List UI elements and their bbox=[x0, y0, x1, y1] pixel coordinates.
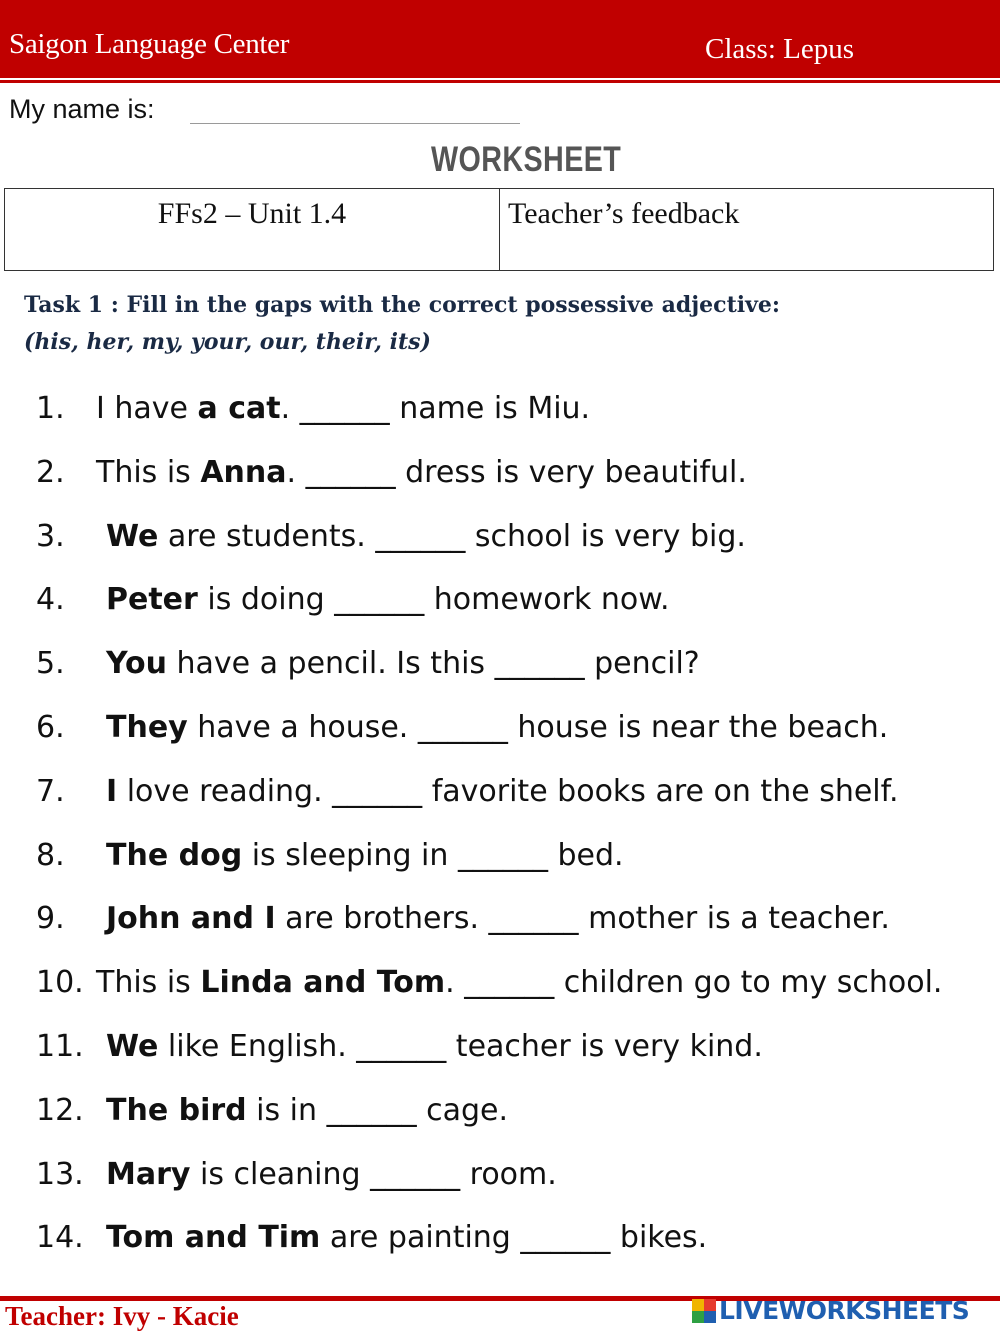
teacher-name: Teacher: Ivy - Kacie bbox=[5, 1301, 239, 1331]
question-subject: We bbox=[106, 518, 159, 554]
question-number: 2. bbox=[36, 454, 65, 490]
center-name: Saigon Language Center bbox=[9, 28, 290, 60]
question-text-rest: love reading. ______ favorite books are on the shelf. bbox=[117, 773, 899, 809]
question-text bbox=[96, 391, 590, 426]
name-label: My name is: bbox=[9, 94, 155, 124]
question-subject: Linda and Tom bbox=[200, 965, 446, 1001]
question-subject: I bbox=[106, 773, 118, 809]
question-number: 6. bbox=[36, 710, 65, 745]
question-number: 4. bbox=[36, 582, 65, 618]
question-text bbox=[106, 1220, 707, 1255]
header-bar bbox=[0, 0, 1000, 78]
question-number: 1. bbox=[36, 391, 65, 426]
question-item bbox=[0, 1079, 1000, 1139]
question-item bbox=[0, 632, 1000, 692]
question-text bbox=[106, 1029, 763, 1064]
liveworksheets-logo[interactable] bbox=[692, 1296, 969, 1325]
question-text-rest: are students. ______ school is very big. bbox=[158, 518, 746, 554]
question-number: 14. bbox=[36, 1220, 84, 1256]
question-number: 8. bbox=[36, 837, 65, 873]
liveworksheets-logo-icon bbox=[692, 1299, 716, 1323]
task-options: (his, her, my, your, our, their, its) bbox=[24, 329, 431, 355]
question-text bbox=[106, 710, 888, 745]
question-text-rest: is doing ______ homework now. bbox=[197, 582, 670, 618]
question-number: 9. bbox=[36, 901, 65, 937]
question-text bbox=[96, 965, 942, 1000]
question-subject: The dog bbox=[106, 837, 243, 873]
question-subject: a cat bbox=[197, 391, 281, 426]
question-subject: We bbox=[106, 1029, 159, 1064]
question-text-rest: is in ______ cage. bbox=[246, 1092, 509, 1128]
question-number: 10. bbox=[36, 965, 84, 1001]
question-text-rest: are painting ______ bikes. bbox=[320, 1220, 708, 1256]
header-divider bbox=[0, 80, 1000, 83]
question-text bbox=[106, 838, 624, 873]
question-text-rest: is cleaning ______ room. bbox=[190, 1156, 557, 1192]
question-subject: Peter bbox=[106, 582, 198, 618]
question-subject: The bird bbox=[106, 1092, 247, 1128]
liveworksheets-logo-text: LIVEWORKSHEETS bbox=[719, 1296, 970, 1325]
question-number: 11. bbox=[36, 1029, 84, 1064]
task-instruction: Task 1 : Fill in the gaps with the correct possessive adjective: bbox=[24, 292, 780, 318]
question-item bbox=[0, 1015, 1000, 1075]
question-number: 5. bbox=[36, 646, 65, 682]
question-item bbox=[0, 1143, 1000, 1203]
question-text-rest: like English. ______ teacher is very kind. bbox=[158, 1029, 763, 1064]
question-number: 12. bbox=[36, 1092, 84, 1128]
question-subject: You bbox=[106, 646, 167, 682]
question-text-rest: have a house. ______ house is near the beach. bbox=[187, 710, 889, 745]
question-text bbox=[106, 646, 700, 681]
question-text-lead: This is bbox=[96, 454, 201, 490]
question-text-rest: . ______ name is Miu. bbox=[280, 391, 591, 426]
name-field[interactable] bbox=[190, 123, 520, 124]
question-text bbox=[96, 455, 747, 490]
question-subject: Anna bbox=[200, 454, 287, 490]
question-text bbox=[106, 1157, 557, 1192]
unit-cell: FFs2 – Unit 1.4 bbox=[5, 189, 500, 270]
question-item bbox=[0, 377, 1000, 437]
question-text bbox=[106, 901, 890, 936]
question-item bbox=[0, 951, 1000, 1011]
question-item bbox=[0, 568, 1000, 628]
question-text bbox=[106, 774, 899, 809]
question-subject: John and I bbox=[106, 901, 276, 937]
question-subject: They bbox=[106, 710, 188, 745]
question-item bbox=[0, 441, 1000, 501]
question-number: 13. bbox=[36, 1156, 84, 1192]
worksheet-title: WORKSHEET bbox=[431, 140, 622, 179]
question-item bbox=[0, 505, 1000, 565]
question-text-rest: . ______ dress is very beautiful. bbox=[286, 454, 747, 490]
class-label: Class: Lepus bbox=[705, 33, 855, 65]
question-text-lead: This is bbox=[96, 965, 201, 1001]
question-text-rest: . ______ children go to my school. bbox=[445, 965, 943, 1001]
feedback-cell: Teacher’s feedback bbox=[508, 197, 740, 230]
question-text-lead: I have bbox=[96, 391, 198, 426]
question-item bbox=[0, 887, 1000, 947]
question-item bbox=[0, 696, 1000, 756]
question-item bbox=[0, 1206, 1000, 1266]
question-text bbox=[106, 519, 746, 554]
question-text bbox=[106, 582, 670, 617]
question-text-rest: is sleeping in ______ bed. bbox=[242, 837, 624, 873]
question-subject: Mary bbox=[106, 1156, 191, 1192]
question-subject: Tom and Tim bbox=[106, 1220, 321, 1256]
question-text-rest: have a pencil. Is this ______ pencil? bbox=[166, 646, 700, 682]
question-text bbox=[106, 1093, 508, 1128]
question-item bbox=[0, 824, 1000, 884]
question-item bbox=[0, 760, 1000, 820]
question-number: 3. bbox=[36, 518, 65, 554]
info-table bbox=[4, 188, 994, 271]
task-instructions bbox=[24, 287, 984, 361]
question-text-rest: are brothers. ______ mother is a teacher. bbox=[275, 901, 890, 937]
question-number: 7. bbox=[36, 773, 65, 809]
